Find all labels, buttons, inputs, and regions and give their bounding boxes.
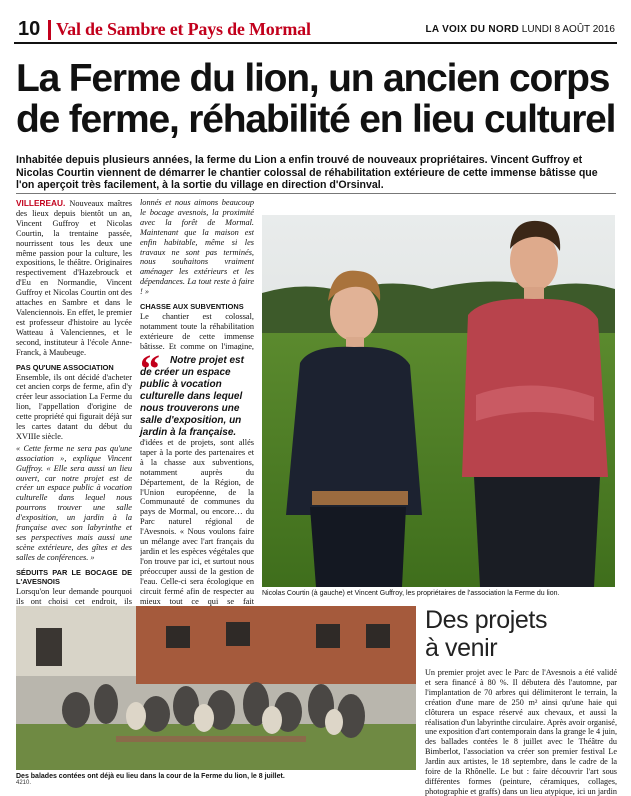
article-headline: La Ferme du lion, un ancien corps de ferme, réhabilité en lieu culturel: [16, 57, 616, 141]
paragraph: « Cette ferme ne sera pas qu'une association », explique Vincent Guffroy. « Elle sera aussi un lieu ouvert, car notre projet est de créer un espace public à vocation culturelle dans lequel nous pourrons trouver une salle d'exposition, un jardin à la française avec son labyrinthe et ses perspectives mais aussi une scène extérieure, des gîtes et des salles de conférences. »: [16, 443, 132, 562]
dateline: VILLEREAU.: [16, 198, 66, 208]
subheading: SÉDUITS PAR LE BOCAGE DE L'AVESNOIS: [16, 567, 132, 586]
section-marker: [48, 20, 51, 40]
pull-quote: [140, 346, 252, 439]
courtyard-photo-image: [16, 606, 416, 770]
portrait-caption: Nicolas Courtin (à gauche) et Vincent Guffroy, les propriétaires de l'association la Ferme du lion.: [262, 590, 560, 597]
paragraph: lonnés et nous aimons beaucoup le bocage avesnois, la proximité avec la forêt de Mormal. Maintenant que la maison est enfin habitable, même si les travaux ne sont pas terminés, nous souhaitons vraiment aménager les extérieurs et les dépendances. La tout reste à faire ! »: [140, 198, 254, 297]
page-code: 4210.: [16, 780, 32, 786]
portrait-photo: [262, 215, 615, 587]
paragraph: Lorsqu'on leur demande pourquoi ils ont choisi cet endroit, ils: [16, 586, 132, 606]
sidebar-title-line: Des projets: [425, 606, 548, 634]
header-rule: [14, 42, 617, 44]
paragraph: Le chantier est colossal, notamment toute la réhabilitation extérieure de cette immense bâtisse. Et comme on l'imagine,: [140, 312, 254, 350]
paragraph: d'idées et de projets, sont allés taper à la porte des partenaires et à la chasse aux subventions, notamment auprès du Département, de la Région, de l'Union européenne, de la Communauté de communes du pays de Mormal, ou encore… du Parc naturel régional de l'Avesnois. « Nous voulons faire un mélange avec l'art français du jardin et les espèces végétales que l'on trouve par ici, et surtout nous préoccuper aussi de la gestion de l'eau. Celle-ci sera écologique en circuit fermé afin de respecter au mieux tout ce qui se fait: [140, 438, 254, 636]
courtyard-caption: Des balades contées ont déjà eu lieu dans la cour de la Ferme du lion, le 8 juillet.: [16, 773, 285, 780]
page-number: 10: [18, 18, 41, 40]
publication-name: LA VOIX DU NORD: [425, 24, 520, 35]
subheading: CHASSE AUX SUBVENTIONS: [140, 302, 244, 312]
sidebar-title: [425, 606, 547, 662]
article-column-2-top: [140, 198, 254, 350]
masthead: [425, 24, 615, 35]
subheading: PAS QU'UNE ASSOCIATION: [16, 362, 114, 372]
paragraph: Ensemble, ils ont décidé d'acheter cet ancien corps de ferme, afin d'y créer leur association La Ferme du lion, l'appellation d'origine de cette propriété qui figurait déjà sur les cartes datant du début du XVIIIe siècle.: [16, 372, 132, 441]
issue-date: LUNDI 8 AOÛT 2016: [521, 24, 615, 35]
sidebar-text: Un premier projet avec le Parc de l'Avesnois a été validé et sera financé à 80 %. Il débutera dès l'automne, par l'implantation de 70 arbres qui délimiteront le terrain, la création d'une mare de 250 m² ainsi qu'une haie qui clôturera un espace réservé aux chevaux, et aussi la réalisation d'un labyrinthe circulaire. Après avoir organisé, une exposition d'art contemporain dans la grange le 4 juin, des ballades contées le 8 juillet avec le Théâtre du Bimberlot, l'association va créer son premier festival Le Jardin aux artistes, le 18 septembre, dans le cadre de la foire de la Rhônelle. Le but : faire découvrir l'art sous différentes formes (peinture, céramiques, collages, photographie et graffs) dans un lieu atypique, ici un jardin: [425, 668, 617, 796]
quote-mark-icon: “: [140, 346, 160, 391]
paragraph: Nouveaux maîtres des lieux depuis bientôt un an, Vincent Guffroy et Nicolas Courtin, la trentaine passée, nourrissent tous les deux une même passion pour la culture, les expositions, le théâtre. Originaires respectivement d'Hazebrouck et d'Eu en Normandie, Vincent Guffroy et Nicolas Courtin ont des attaches en Sambre et dans le Valenciennois. En effet, le premier est professeur d'histoire au lycée Watteau à Valenciennes, et le second, instituteur à l'école Anne-Franck, à Maubeuge.: [16, 199, 132, 357]
article-lede: Inhabitée depuis plusieurs années, la ferme du Lion a enfin trouvé de nouveaux propriétaires. Vincent Guffroy et Nicolas Courtin viennent de démarrer le chantier colossal de réhabilitation extérieure de cette immense bâtisse que l'on aperçoit très facilement, à la sortie du village en direction d'Orsinval.: [16, 154, 598, 192]
sidebar-title-line: à venir: [425, 634, 498, 662]
lede-divider: [16, 193, 616, 194]
pull-quote-text: Notre projet est de créer un espace public à vocation culturelle dans lequel nous trouverons une salle d'exposition, un jardin à la française.: [140, 355, 244, 438]
portrait-photo-image: [262, 215, 615, 587]
section-title: Val de Sambre et Pays de Mormal: [56, 19, 311, 39]
courtyard-photo: [16, 606, 416, 770]
